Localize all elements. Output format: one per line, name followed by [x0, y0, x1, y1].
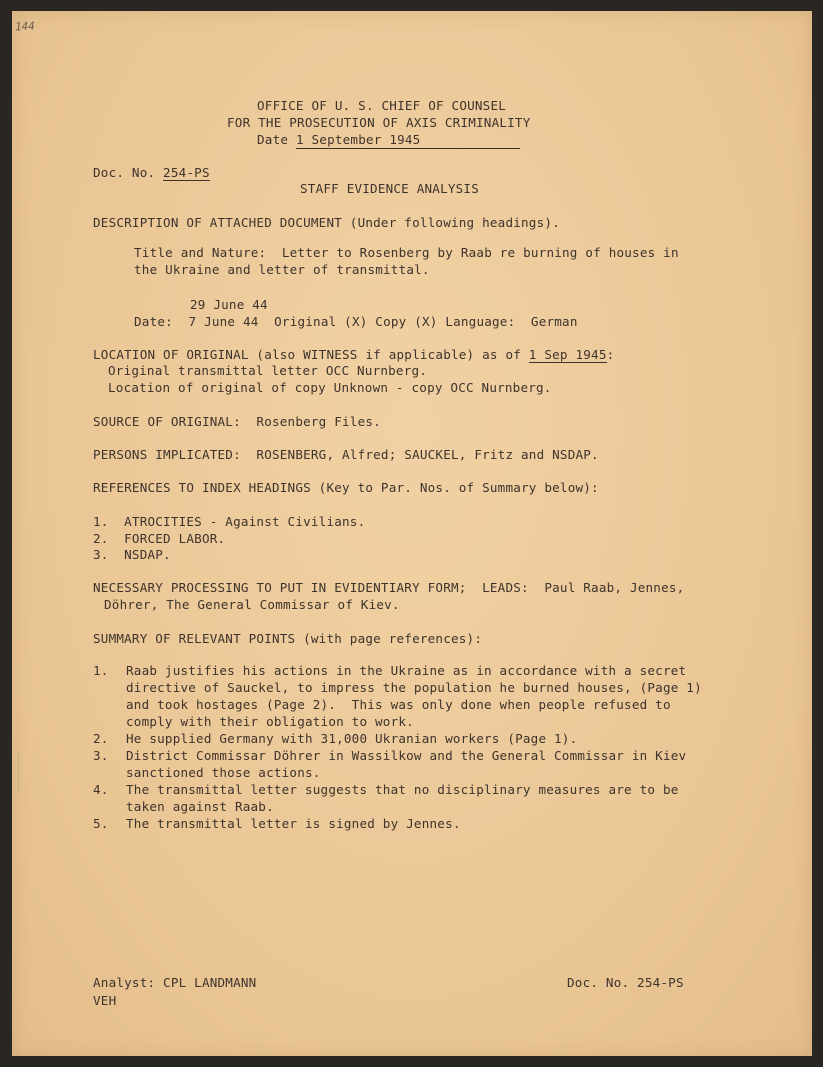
- summary-item-line: He supplied Germany with 31,000 Ukranian workers (Page 1).: [126, 731, 578, 746]
- summary-heading: SUMMARY OF RELEVANT POINTS (with page references):: [93, 631, 483, 646]
- source-of-original: SOURCE OF ORIGINAL: Rosenberg Files.: [93, 414, 381, 429]
- summary-item-line: The transmittal letter is signed by Jennes.: [126, 816, 461, 831]
- summary-item-number: 4.: [93, 782, 109, 797]
- summary-item-line: District Commissar Döhrer in Wassilkow and the General Commissar in Kiev: [126, 748, 687, 763]
- location-heading-text: LOCATION OF ORIGINAL (also WITNESS if applicable) as of: [93, 347, 529, 362]
- footer-doc-number: Doc. No. 254-PS: [567, 975, 684, 990]
- reference-item: 3. NSDAP.: [93, 547, 171, 562]
- summary-item-line: comply with their obligation to work.: [126, 714, 414, 729]
- summary-item-number: 2.: [93, 731, 109, 746]
- location-line-1: Original transmittal letter OCC Nurnberg.: [108, 363, 428, 378]
- page-edge-mark: [18, 751, 19, 791]
- page-stamp-number: 144: [14, 19, 36, 34]
- summary-item-line: The transmittal letter suggests that no disciplinary measures are to be: [126, 782, 679, 797]
- date-label: Date: [257, 132, 289, 147]
- summary-item-line: directive of Sauckel, to impress the population he burned houses, (Page 1): [126, 680, 702, 695]
- document-title: STAFF EVIDENCE ANALYSIS: [300, 181, 479, 196]
- location-heading: [93, 346, 614, 363]
- original-copy-language: Original (X) Copy (X) Language: German: [274, 314, 578, 329]
- document-page: [12, 11, 812, 1056]
- description-heading: DESCRIPTION OF ATTACHED DOCUMENT (Under following headings).: [93, 215, 560, 230]
- summary-item-number: 3.: [93, 748, 109, 763]
- processing-line-2: Döhrer, The General Commissar of Kiev.: [104, 597, 400, 612]
- analyst: Analyst: CPL LANDMANN: [93, 975, 257, 990]
- date-line: [134, 313, 578, 330]
- references-heading: REFERENCES TO INDEX HEADINGS (Key to Par. Nos. of Summary below):: [93, 480, 599, 495]
- summary-item-line: and took hostages (Page 2). This was only done when people refused to: [126, 697, 671, 712]
- date-first: 29 June 44: [190, 297, 268, 312]
- date-line-label: Date:: [134, 314, 173, 329]
- doc-number-value: 254-PS: [163, 165, 210, 180]
- typist-initials: VEH: [93, 993, 117, 1008]
- date-value: 1 September 1945: [296, 131, 520, 149]
- location-date: 1 Sep 1945: [528, 347, 607, 362]
- doc-number-label: Doc. No.: [93, 165, 164, 180]
- header-date: [257, 131, 520, 149]
- location-colon: :: [606, 347, 615, 362]
- location-line-2: Location of original of copy Unknown - copy OCC Nurnberg.: [108, 380, 552, 395]
- processing-line-1: NECESSARY PROCESSING TO PUT IN EVIDENTIARY FORM; LEADS: Paul Raab, Jennes,: [93, 580, 685, 595]
- title-nature-line-2: the Ukraine and letter of transmittal.: [134, 262, 430, 277]
- title-nature-line-1: Title and Nature: Letter to Rosenberg by Raab re burning of houses in: [134, 245, 679, 260]
- persons-implicated: PERSONS IMPLICATED: ROSENBERG, Alfred; SAUCKEL, Fritz and NSDAP.: [93, 447, 599, 462]
- summary-item-line: Raab justifies his actions in the Ukraine as in accordance with a secret: [126, 663, 687, 678]
- doc-number: [93, 164, 210, 181]
- summary-item-number: 1.: [93, 663, 109, 678]
- office-line-1: OFFICE OF U. S. CHIEF OF COUNSEL: [257, 98, 507, 113]
- reference-item: 2. FORCED LABOR.: [93, 531, 226, 546]
- date-second: 7 June 44: [188, 314, 259, 329]
- office-line-2: FOR THE PROSECUTION OF AXIS CRIMINALITY: [227, 115, 531, 130]
- summary-item-line: taken against Raab.: [126, 799, 274, 814]
- summary-item-line: sanctioned those actions.: [126, 765, 321, 780]
- summary-item-number: 5.: [93, 816, 109, 831]
- reference-item: 1. ATROCITIES - Against Civilians.: [93, 514, 366, 529]
